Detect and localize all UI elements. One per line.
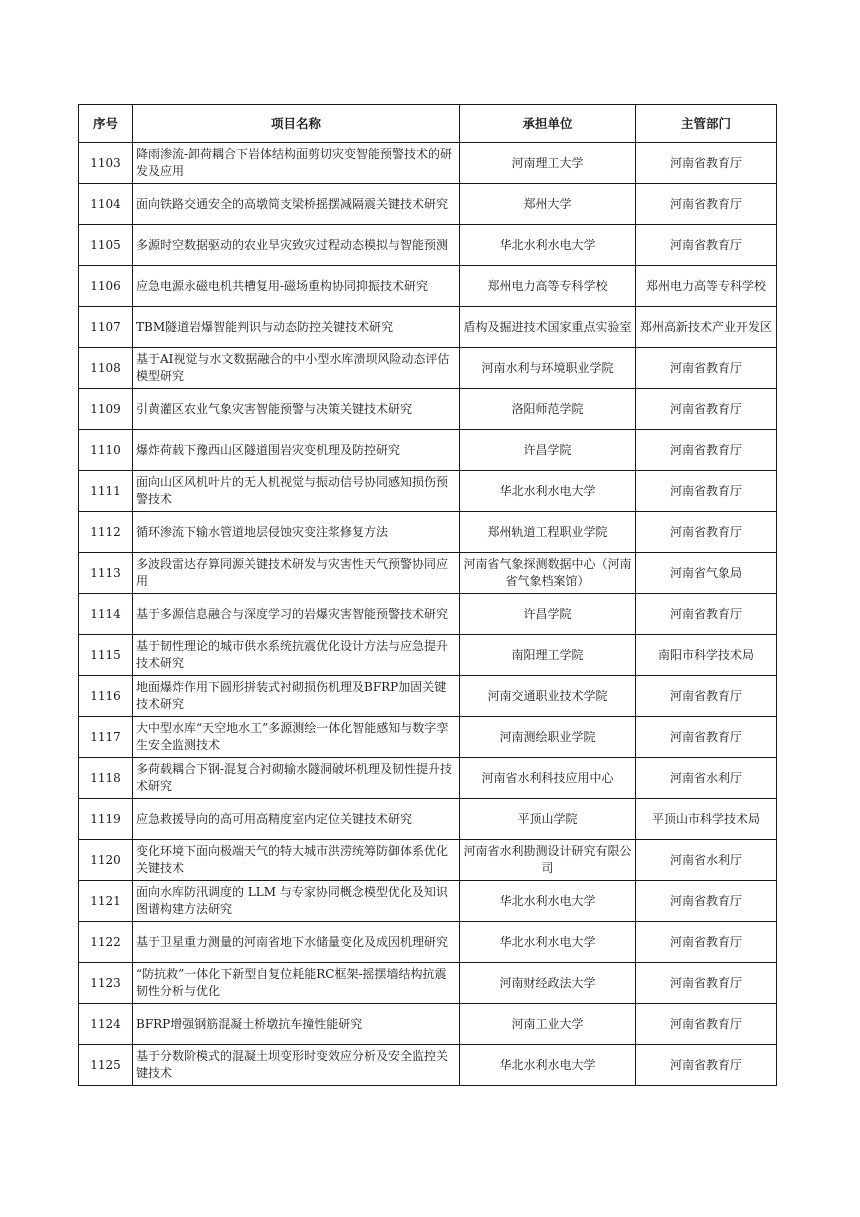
undertaking-unit: 郑州大学 [460,184,636,225]
project-name: 应急救援导向的高可用高精度室内定位关键技术研究 [133,799,460,840]
header-dept: 主管部门 [636,105,777,143]
undertaking-unit: 许昌学院 [460,594,636,635]
supervising-department: 郑州高新技术产业开发区 [636,307,777,348]
table-row [79,512,777,553]
row-number: 1124 [79,1004,133,1045]
undertaking-unit: 华北水利水电大学 [460,1045,636,1086]
undertaking-unit: 南阳理工学院 [460,635,636,676]
row-number: 1119 [79,799,133,840]
undertaking-unit: 华北水利水电大学 [460,471,636,512]
row-number: 1105 [79,225,133,266]
table-header-row [79,105,777,143]
undertaking-unit: 华北水利水电大学 [460,881,636,922]
project-name: 爆炸荷载下豫西山区隧道围岩灾变机理及防控研究 [133,430,460,471]
row-number: 1114 [79,594,133,635]
supervising-department: 河南省水利厅 [636,840,777,881]
row-number: 1115 [79,635,133,676]
header-name: 项目名称 [133,105,460,143]
project-name: 应急电源永磁电机共槽复用-磁场重构协同抑振技术研究 [133,266,460,307]
table-row [79,840,777,881]
undertaking-unit: 河南水利与环境职业学院 [460,348,636,389]
undertaking-unit: 华北水利水电大学 [460,922,636,963]
row-number: 1108 [79,348,133,389]
row-number: 1117 [79,717,133,758]
table-row [79,389,777,430]
table-row [79,1004,777,1045]
project-name: BFRP增强钢筋混凝土桥墩抗车撞性能研究 [133,1004,460,1045]
supervising-department: 河南省教育厅 [636,922,777,963]
table-row [79,881,777,922]
supervising-department: 河南省教育厅 [636,143,777,184]
project-name: 引黄灌区农业气象灾害智能预警与决策关键技术研究 [133,389,460,430]
undertaking-unit: 郑州电力高等专科学校 [460,266,636,307]
project-name: 降雨渗流-卸荷耦合下岩体结构面剪切灾变智能预警技术的研发及应用 [133,143,460,184]
project-name: 地面爆炸作用下圆形拼装式衬砌损伤机理及BFRP加固关键技术研究 [133,676,460,717]
table-row [79,430,777,471]
supervising-department: 河南省教育厅 [636,430,777,471]
row-number: 1118 [79,758,133,799]
table-row [79,1045,777,1086]
table-row [79,348,777,389]
undertaking-unit: 平顶山学院 [460,799,636,840]
table-row [79,184,777,225]
table-row [79,143,777,184]
row-number: 1112 [79,512,133,553]
project-name: 多源时空数据驱动的农业旱灾致灾过程动态模拟与智能预测 [133,225,460,266]
undertaking-unit: 华北水利水电大学 [460,225,636,266]
undertaking-unit: 河南理工大学 [460,143,636,184]
supervising-department: 河南省教育厅 [636,348,777,389]
project-name: 基于AI视觉与水文数据融合的中小型水库溃坝风险动态评估模型研究 [133,348,460,389]
project-name: 基于多源信息融合与深度学习的岩爆灾害智能预警技术研究 [133,594,460,635]
project-name: 循环渗流下输水管道地层侵蚀灾变注浆修复方法 [133,512,460,553]
table-row [79,799,777,840]
row-number: 1111 [79,471,133,512]
table-row [79,635,777,676]
supervising-department: 河南省教育厅 [636,717,777,758]
project-name: 基于卫星重力测量的河南省地下水储量变化及成因机理研究 [133,922,460,963]
row-number: 1113 [79,553,133,594]
supervising-department: 南阳市科学技术局 [636,635,777,676]
table-row [79,266,777,307]
project-name: 面向水库防汛调度的 LLM 与专家协同概念模型优化及知识图谱构建方法研究 [133,881,460,922]
row-number: 1125 [79,1045,133,1086]
project-name: 面向山区风机叶片的无人机视觉与振动信号协同感知损伤预警技术 [133,471,460,512]
undertaking-unit: 河南省水利科技应用中心 [460,758,636,799]
undertaking-unit: 许昌学院 [460,430,636,471]
row-number: 1103 [79,143,133,184]
supervising-department: 平顶山市科学技术局 [636,799,777,840]
supervising-department: 郑州电力高等专科学校 [636,266,777,307]
undertaking-unit: 洛阳师范学院 [460,389,636,430]
row-number: 1110 [79,430,133,471]
undertaking-unit: 河南工业大学 [460,1004,636,1045]
supervising-department: 河南省水利厅 [636,758,777,799]
undertaking-unit: 河南省水利勘测设计研究有限公司 [460,840,636,881]
row-number: 1122 [79,922,133,963]
project-name: 面向铁路交通安全的高墩简支梁桥摇摆减隔震关键技术研究 [133,184,460,225]
undertaking-unit: 盾构及掘进技术国家重点实验室 [460,307,636,348]
supervising-department: 河南省气象局 [636,553,777,594]
table-row [79,963,777,1004]
table-row [79,471,777,512]
undertaking-unit: 河南省气象探测数据中心（河南省气象档案馆） [460,553,636,594]
undertaking-unit: 郑州轨道工程职业学院 [460,512,636,553]
supervising-department: 河南省教育厅 [636,389,777,430]
table-row [79,594,777,635]
table-row [79,676,777,717]
row-number: 1121 [79,881,133,922]
table-row [79,922,777,963]
supervising-department: 河南省教育厅 [636,881,777,922]
project-name: 变化环境下面向极端天气的特大城市洪涝统筹防御体系优化关键技术 [133,840,460,881]
supervising-department: 河南省教育厅 [636,184,777,225]
supervising-department: 河南省教育厅 [636,676,777,717]
supervising-department: 河南省教育厅 [636,1045,777,1086]
project-name: 基于分数阶模式的混凝土坝变形时变效应分析及安全监控关键技术 [133,1045,460,1086]
project-name: 大中型水库“天空地水工”多源测绘一体化智能感知与数字孪生安全监测技术 [133,717,460,758]
supervising-department: 河南省教育厅 [636,225,777,266]
header-unit: 承担单位 [460,105,636,143]
supervising-department: 河南省教育厅 [636,1004,777,1045]
supervising-department: 河南省教育厅 [636,512,777,553]
supervising-department: 河南省教育厅 [636,963,777,1004]
table-row [79,758,777,799]
row-number: 1120 [79,840,133,881]
undertaking-unit: 河南测绘职业学院 [460,717,636,758]
project-table [78,104,777,1086]
table-row [79,553,777,594]
undertaking-unit: 河南财经政法大学 [460,963,636,1004]
row-number: 1116 [79,676,133,717]
project-name: 多波段雷达存算同源关键技术研发与灾害性天气预警协同应用 [133,553,460,594]
row-number: 1106 [79,266,133,307]
row-number: 1107 [79,307,133,348]
row-number: 1104 [79,184,133,225]
table-row [79,717,777,758]
table-row [79,307,777,348]
row-number: 1123 [79,963,133,1004]
project-name: “防抗救”一体化下新型自复位耗能RC框架-摇摆墙结构抗震韧性分析与优化 [133,963,460,1004]
supervising-department: 河南省教育厅 [636,594,777,635]
row-number: 1109 [79,389,133,430]
project-name: 多荷载耦合下钢-混复合衬砌输水隧洞破坏机理及韧性提升技术研究 [133,758,460,799]
header-no: 序号 [79,105,133,143]
supervising-department: 河南省教育厅 [636,471,777,512]
project-name: TBM隧道岩爆智能判识与动态防控关键技术研究 [133,307,460,348]
undertaking-unit: 河南交通职业技术学院 [460,676,636,717]
project-name: 基于韧性理论的城市供水系统抗震优化设计方法与应急提升技术研究 [133,635,460,676]
table-row [79,225,777,266]
